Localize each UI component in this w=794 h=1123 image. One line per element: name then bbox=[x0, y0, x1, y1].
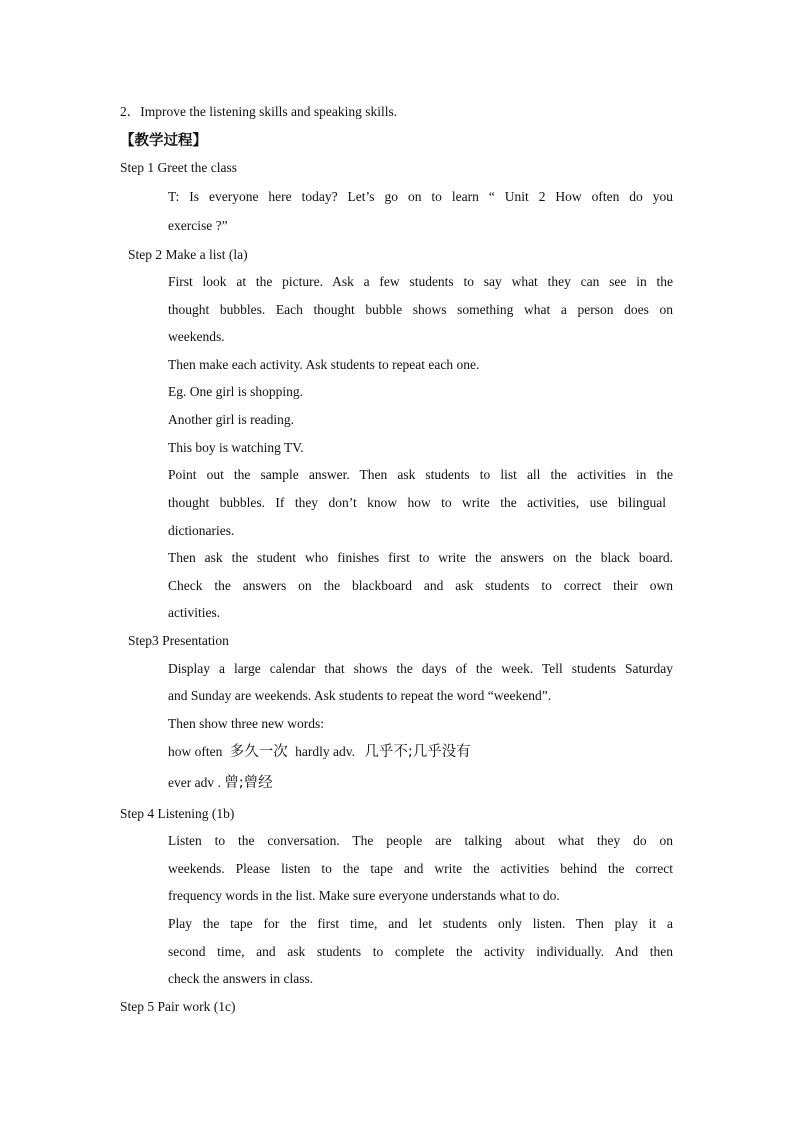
step2-line-11: Then ask the student who finishes first to write the answers on the black board. bbox=[168, 550, 673, 565]
step4-line-6: check the answers in class. bbox=[168, 971, 314, 986]
step2-line-4: Then make each activity. Ask students to repeat each one. bbox=[168, 357, 480, 372]
step4-line-4: Play the tape for the first time, and let students only listen. Then play it a bbox=[168, 916, 673, 931]
step3-title: Step3 Presentation bbox=[128, 633, 229, 648]
step4-line-5: second time, and ask students to complete the activity individually. And then bbox=[168, 944, 673, 959]
step4-line-1: Listen to the conversation. The people are talking about what they do on bbox=[168, 833, 673, 848]
step4-line-2: weekends. Please listen to the tape and write the activities behind the correct bbox=[168, 861, 673, 876]
vocab-meaning-hardly: 几乎不;几乎没有 bbox=[364, 744, 471, 760]
step2-line-13: activities. bbox=[168, 605, 221, 620]
vocab-word-ever: ever adv . bbox=[168, 775, 221, 790]
vocab-meaning-ever: 曾;曾经 bbox=[224, 775, 273, 791]
step5-title: Step 5 Pair work (1c) bbox=[120, 999, 236, 1014]
step2-title: Step 2 Make a list (la) bbox=[128, 247, 248, 262]
step2-line-1: First look at the picture. Ask a few students to say what they can see in the bbox=[168, 274, 673, 289]
step2-line-2: thought bubbles. Each thought bubble shows something what a person does on bbox=[168, 302, 673, 317]
process-heading: 【教学过程】 bbox=[120, 133, 207, 149]
step3-line-1: Display a large calendar that shows the days of the week. Tell students Saturday bbox=[168, 661, 673, 676]
step2-line-9: thought bubbles. If they don’t know how to write the activities, use bilingual bbox=[168, 495, 666, 510]
step2-line-10: dictionaries. bbox=[168, 523, 235, 538]
step3-line-3: Then show three new words: bbox=[168, 716, 324, 731]
step4-title: Step 4 Listening (1b) bbox=[120, 806, 235, 821]
step2-line-6: Another girl is reading. bbox=[168, 412, 294, 427]
step4-line-3: frequency words in the list. Make sure everyone understands what to do. bbox=[168, 888, 560, 903]
step2-line-3: weekends. bbox=[168, 329, 225, 344]
step2-line-12: Check the answers on the blackboard and ask students to correct their own bbox=[168, 578, 673, 593]
step2-line-7: This boy is watching TV. bbox=[168, 440, 304, 455]
vocab-row-2 bbox=[168, 773, 273, 793]
step2-line-8: Point out the sample answer. Then ask students to list all the activities in the bbox=[168, 467, 673, 482]
step3-line-2: and Sunday are weekends. Ask students to repeat the word “weekend”. bbox=[168, 688, 552, 703]
step2-line-5: Eg. One girl is shopping. bbox=[168, 384, 303, 399]
vocab-meaning-how-often: 多久一次 bbox=[229, 744, 288, 760]
step1-title: Step 1 Greet the class bbox=[120, 160, 237, 175]
vocab-word-hardly: hardly adv. bbox=[295, 744, 355, 759]
vocab-row-1 bbox=[168, 742, 471, 762]
vocab-word-how-often: how often bbox=[168, 744, 223, 759]
objective-2: 2．Improve the listening skills and speaking skills. bbox=[120, 104, 398, 119]
step1-line-1: T: Is everyone here today? Let’s go on to learn “ Unit 2 How often do you bbox=[168, 189, 673, 204]
step1-line-2: exercise ?” bbox=[168, 218, 228, 233]
